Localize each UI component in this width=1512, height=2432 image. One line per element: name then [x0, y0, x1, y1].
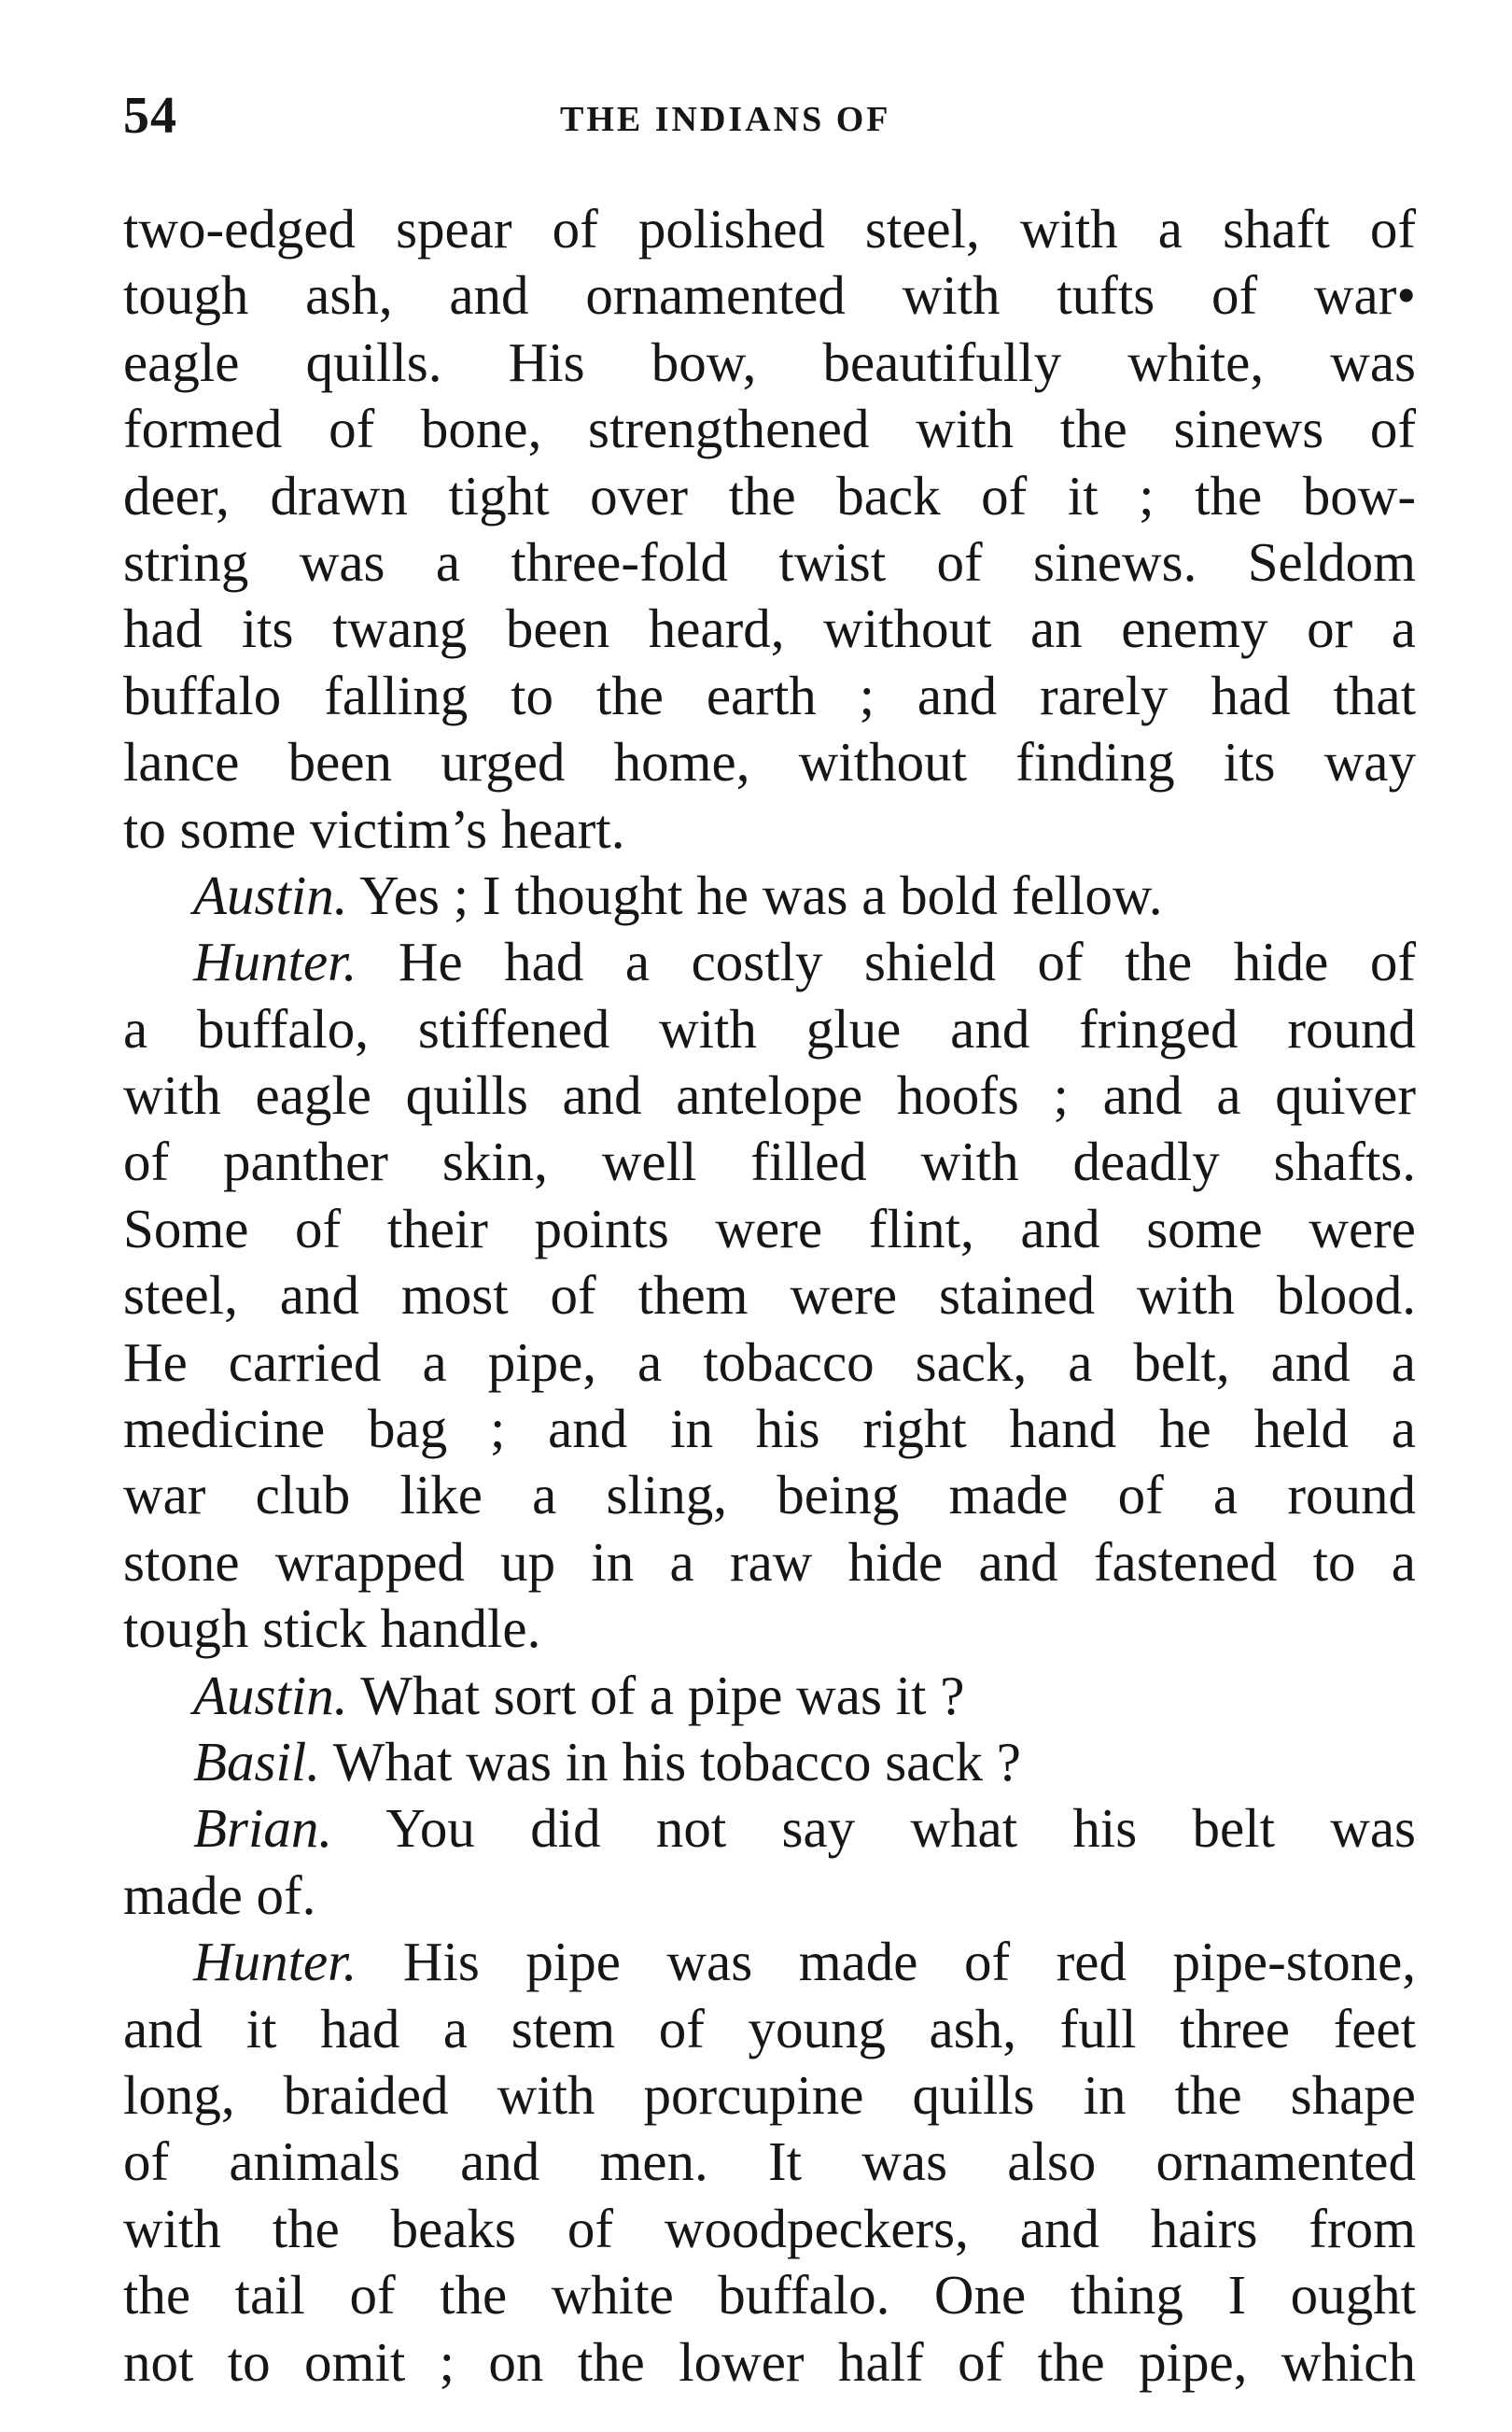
- body-text: [123, 196, 1416, 2396]
- text-line: with the beaks of woodpeckers, and hairs from: [123, 2197, 1416, 2259]
- dialogue-line: [123, 1795, 1416, 1862]
- text-line: two-edged spear of polished steel, with a shaft of: [123, 198, 1416, 260]
- speaker-name: Hunter.: [193, 1931, 357, 1993]
- speech-text: You did not say what his belt was: [385, 1797, 1416, 1860]
- speech-text: His pipe was made of red pipe-stone,: [402, 1931, 1417, 1993]
- dialogue-line: [123, 929, 1416, 995]
- speaker-name: Austin.: [193, 1664, 348, 1726]
- text-line: not to omit ; on the lower half of the pipe, which: [123, 2330, 1416, 2393]
- dialogue-line: [123, 1663, 1416, 1729]
- text-line: eagle quills. His bow, beautifully white, was: [123, 330, 1416, 393]
- dialogue-line: [123, 1729, 1416, 1795]
- speaker-name: Austin.: [193, 864, 348, 926]
- text-line: tough stick handle.: [123, 1597, 541, 1660]
- speech-text: Yes ; I thought he was a bold fellow.: [359, 864, 1163, 926]
- text-line: steel, and most of them were stained with blood.: [123, 1264, 1416, 1327]
- text-line: stone wrapped up in a raw hide and fastened to a: [123, 1530, 1416, 1593]
- text-line: lance been urged home, without finding its way: [123, 731, 1416, 794]
- text-line: the tail of the white buffalo. One thing I ought: [123, 2264, 1416, 2327]
- text-line: and it had a stem of young ash, full three feet: [123, 1997, 1416, 2059]
- text-line: to some victim’s heart.: [123, 797, 625, 860]
- text-line: a buffalo, stiffened with glue and fringed round: [123, 997, 1416, 1060]
- running-title: THE INDIANS OF: [560, 100, 891, 139]
- speech-text: What sort of a pipe was it ?: [360, 1664, 965, 1726]
- speaker-name: Hunter.: [193, 931, 357, 993]
- text-line: He carried a pipe, a tobacco sack, a belt, and a: [123, 1330, 1416, 1393]
- speaker-name: Brian.: [193, 1797, 333, 1860]
- text-line: made of.: [123, 1863, 316, 1926]
- text-line: of panther skin, well filled with deadly shafts.: [123, 1131, 1416, 1193]
- text-line: war club like a sling, being made of a round: [123, 1464, 1416, 1526]
- text-line: Some of their points were flint, and some were: [123, 1197, 1416, 1259]
- text-line: of animals and men. It was also ornamented: [123, 2130, 1416, 2193]
- speaker-name: Basil.: [193, 1730, 321, 1792]
- text-line: tough ash, and ornamented with tufts of war•: [123, 264, 1416, 327]
- page-number: 54: [123, 87, 177, 145]
- text-line: deer, drawn tight over the back of it ; the bow-: [123, 464, 1416, 527]
- text-line: medicine bag ; and in his right hand he held a: [123, 1398, 1416, 1460]
- dialogue-line: [123, 863, 1416, 929]
- dialogue-line: [123, 1929, 1416, 1995]
- text-line: long, braided with porcupine quills in the shape: [123, 2063, 1416, 2126]
- text-line: with eagle quills and antelope hoofs ; and a quiver: [123, 1064, 1416, 1127]
- running-head: [123, 86, 1430, 151]
- speech-text: He had a costly shield of the hide of: [398, 931, 1416, 993]
- speech-text: What was in his tobacco sack ?: [332, 1730, 1021, 1792]
- text-line: had its twang been heard, without an enemy or a: [123, 597, 1416, 660]
- text-line: formed of bone, strengthened with the sinews of: [123, 398, 1416, 460]
- text-line: buffalo falling to the earth ; and rarely had that: [123, 664, 1416, 726]
- text-line: string was a three-fold twist of sinews. Seldom: [123, 530, 1416, 593]
